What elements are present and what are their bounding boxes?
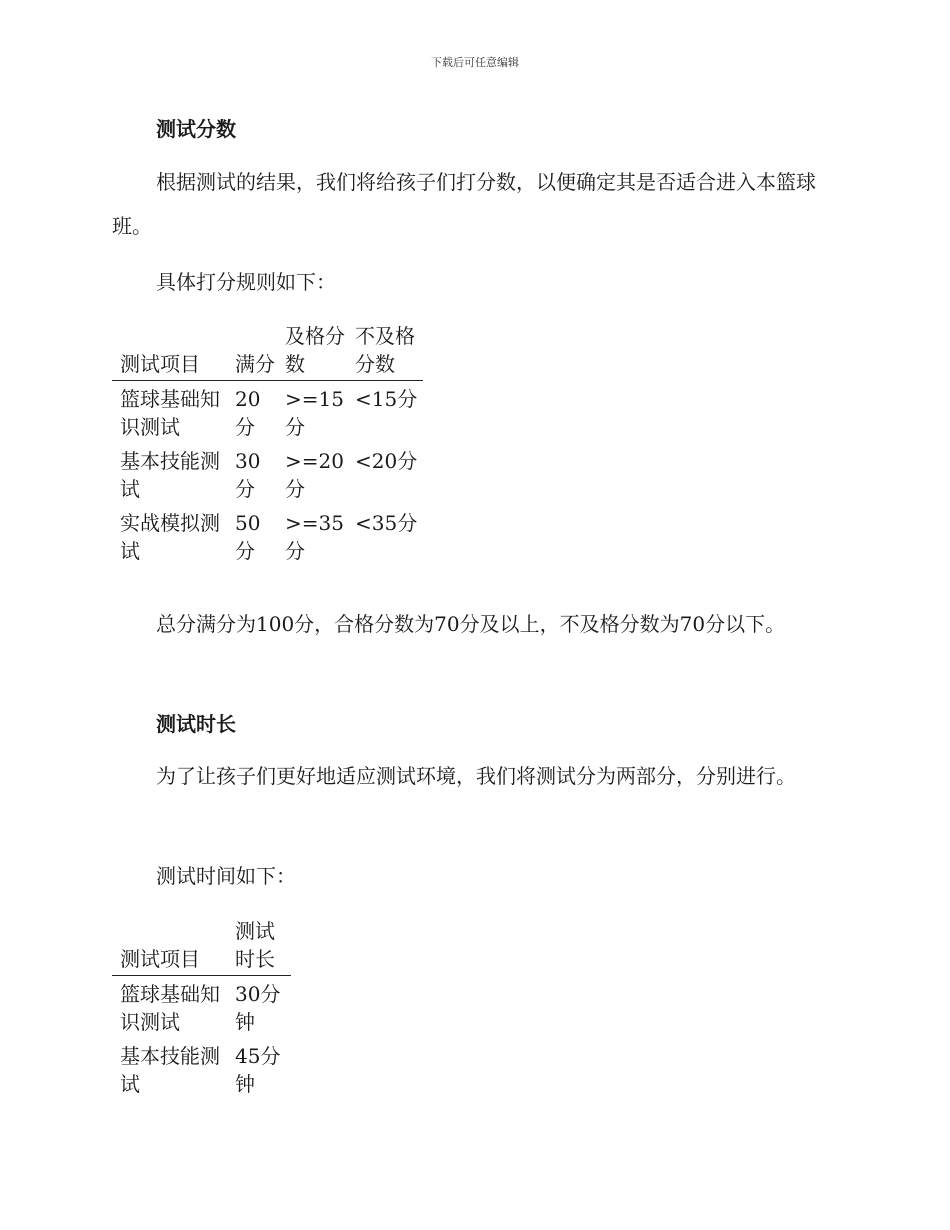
scoring-table-header-row — [112, 322, 423, 381]
test-time-intro: 测试时间如下： — [156, 864, 296, 888]
table-row — [112, 441, 423, 503]
cell-full-score: 20分 — [235, 387, 261, 439]
column-header-test-item: 测试项目 — [112, 917, 227, 976]
cell-test-duration: 30分钟 — [235, 982, 281, 1034]
cell-test-item: 实战模拟测试 — [120, 511, 220, 563]
column-header-test-duration: 测试时长 — [227, 917, 291, 976]
duration-intro-paragraph: 为了让孩子们更好地适应测试环境，我们将测试分为两部分，分别进行。 — [156, 764, 796, 788]
table-row — [112, 976, 291, 1037]
duration-table-header-row — [112, 917, 291, 976]
cell-pass-score: >=35分 — [285, 511, 344, 563]
total-score-summary: 总分满分为100分，合格分数为70分及以上，不及格分数为70分以下。 — [156, 612, 786, 636]
cell-full-score: 30分 — [235, 449, 261, 501]
column-header-pass-score: 及格分数 — [277, 322, 347, 381]
page-header: 下载后可任意编辑 — [431, 56, 519, 69]
scoring-table — [112, 322, 423, 565]
cell-fail-score: <35分 — [355, 511, 418, 535]
cell-fail-score: <20分 — [355, 449, 418, 473]
table-row — [112, 503, 423, 565]
scoring-rules-intro: 具体打分规则如下： — [156, 270, 336, 294]
column-header-full-score: 满分 — [227, 322, 277, 381]
duration-table — [112, 917, 291, 1098]
cell-test-item: 基本技能测试 — [120, 1044, 220, 1096]
table-row — [112, 381, 423, 442]
cell-test-item: 基本技能测试 — [120, 449, 220, 501]
cell-test-item: 篮球基础知识测试 — [120, 387, 220, 439]
cell-test-duration: 45分钟 — [235, 1044, 281, 1096]
cell-test-item: 篮球基础知识测试 — [120, 982, 220, 1034]
cell-pass-score: >=15分 — [285, 387, 344, 439]
column-header-test-item: 测试项目 — [112, 322, 227, 381]
table-row — [112, 1036, 291, 1098]
cell-pass-score: >=20分 — [285, 449, 344, 501]
column-header-fail-score: 不及格分数 — [347, 322, 423, 381]
section-title-scores: 测试分数 — [156, 117, 236, 141]
cell-full-score: 50分 — [235, 511, 261, 563]
section-title-duration: 测试时长 — [156, 712, 236, 736]
cell-fail-score: <15分 — [355, 387, 418, 411]
scores-intro-paragraph: 根据测试的结果，我们将给孩子们打分数，以便确定其是否适合进入本篮球班。 — [112, 170, 816, 238]
